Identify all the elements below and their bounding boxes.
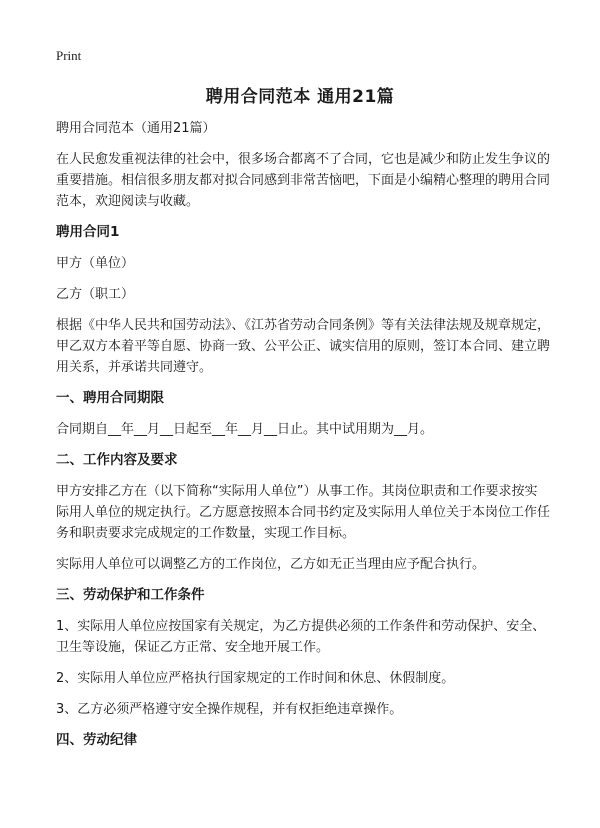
section-paragraph: 甲方安排乙方在（以下简称“实际用人单位”）从事工作。其岗位职责和工作要求按实际用人单位的规定执行。乙方愿意按照本合同书约定及实际用人单位关于本岗位工作任务和职责要求完成规定的工作数量，实现工作目标。 [56, 484, 551, 541]
contract-heading: 聘用合同1 [56, 224, 120, 240]
section-paragraph: 合同期自__年__月__日起至__年__月__日止。其中试用期为__月。 [56, 422, 434, 437]
section-paragraph: 3、乙方必须严格遵守安全操作规程，并有权拒绝违章操作。 [56, 702, 403, 717]
section-heading: 二、工作内容及要求 [56, 452, 178, 468]
section-paragraph: 1、实际用人单位应按国家有关规定，为乙方提供必须的工作条件和劳动保护、安全、卫生等设施，保证乙方正常、安全地开展工作。 [56, 619, 546, 655]
party-b-line: 乙方（职工） [56, 287, 135, 302]
section-heading: 四、劳动纪律 [56, 732, 137, 748]
print-link[interactable]: Print [56, 48, 82, 63]
section-heading: 一、聘用合同期限 [56, 390, 164, 406]
preamble-paragraph: 根据《中华人民共和国劳动法》、《江苏省劳动合同条例》等有关法律法规及规章规定，甲乙双方本着平等自愿、协商一致、公平公正、诚实信用的原则，签订本合同、建立聘用关系，并承诺共同遵守。 [56, 318, 551, 375]
document-body [56, 118, 550, 751]
section-paragraph: 2、实际用人单位应严格执行国家规定的工作时间和休息、休假制度。 [56, 671, 455, 686]
intro-paragraph: 在人民愈发重视法律的社会中，很多场合都离不了合同，它也是减少和防止发生争议的重要措施。相信很多朋友都对拟合同感到非常苦恼吧，下面是小编精心整理的聘用合同范本，欢迎阅读与收藏。 [56, 152, 551, 209]
document-title: 聘用合同范本 通用21篇 [205, 87, 395, 107]
section-paragraph: 实际用人单位可以调整乙方的工作岗位，乙方如无正当理由应予配合执行。 [56, 557, 486, 572]
document-subtitle: 聘用合同范本（通用21篇） [56, 121, 216, 136]
section-heading: 三、劳动保护和工作条件 [56, 587, 205, 603]
party-a-line: 甲方（单位） [56, 256, 135, 271]
